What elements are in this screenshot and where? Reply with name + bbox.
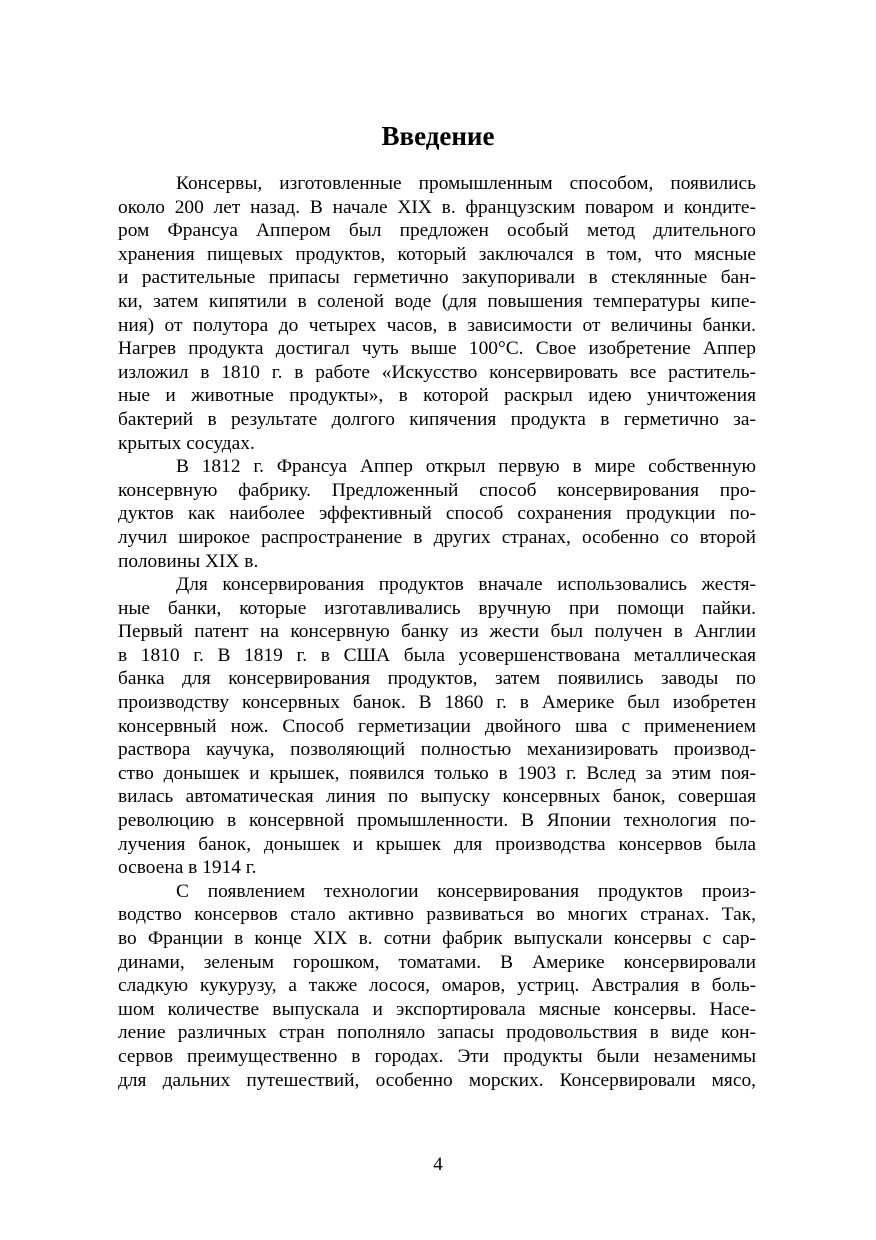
paragraph-line: консервный нож. Способ герметизации двойного шва с применением — [118, 715, 756, 737]
paragraph-line: Для консервирования продуктов вначале использовались жестя- — [176, 574, 756, 596]
paragraph-line: динами, зеленым горошком, томатами. В Америке консервировали — [118, 951, 756, 973]
paragraph-line: сервов преимущественно в городах. Эти продукты были незаменимы — [118, 1045, 756, 1067]
paragraph-line: дуктов как наиболее эффективный способ сохранения продукции по- — [118, 503, 756, 525]
paragraph-line: и растительные припасы герметично закупоривали в стеклянные бан- — [118, 267, 756, 289]
paragraph-line: Первый патент на консервную банку из жести был получен в Англии — [118, 621, 756, 643]
paragraph-line: в 1810 г. В 1819 г. в США была усовершенствована металлическая — [118, 644, 756, 666]
paragraph — [118, 880, 756, 1092]
paragraph-line: ление различных стран пополняло запасы продовольствия в виде кон- — [118, 1022, 756, 1044]
page-number: 4 — [433, 1154, 443, 1175]
paragraph-line: раствора каучука, позволяющий полностью механизировать производ- — [118, 739, 756, 761]
body-text — [118, 172, 756, 1092]
paragraph-line: производству консервных банок. В 1860 г. в Америке был изобретен — [118, 692, 756, 714]
paragraph-line: около 200 лет назад. В начале XIX в. французским поваром и кондите- — [118, 196, 756, 218]
paragraph-line: хранения пищевых продуктов, который заключался в том, что мясные — [118, 243, 756, 265]
paragraph — [118, 573, 756, 880]
paragraph-line: сладкую кукурузу, а также лосося, омаров, устриц. Австралия в боль- — [118, 975, 756, 997]
paragraph-line: Консервы, изготовленные промышленным способом, появились — [176, 173, 756, 194]
paragraph-line: лучения банок, донышек и крышек для производства консервов была — [118, 833, 756, 855]
page-title: Введение — [381, 121, 495, 151]
paragraph-line: крытых сосудах. — [118, 432, 255, 454]
paragraph-line: во Франции в конце XIX в. сотни фабрик выпускали консервы с сар- — [118, 928, 756, 949]
paragraph-line: половины XIX в. — [118, 550, 259, 572]
paragraph-line: банка для консервирования продуктов, затем появились заводы по — [118, 668, 756, 690]
paragraph-line: бактерий в результате долгого кипячения продукта в герметично за- — [118, 408, 756, 430]
paragraph-line: консервную фабрику. Предложенный способ консервирования про- — [118, 479, 756, 501]
paragraph-line: вилась автоматическая линия по выпуску консервных банок, совершая — [118, 786, 756, 808]
paragraph-line: шом количестве выпускала и экспортировала мясные консервы. Насе- — [118, 998, 756, 1020]
paragraph-line: ния) от полутора до четырех часов, в зависимости от величины банки. — [118, 314, 756, 336]
paragraph-line: С появлением технологии консервирования продуктов произ- — [176, 880, 756, 902]
paragraph — [118, 455, 756, 573]
paragraph-line: Нагрев продукта достигал чуть выше 100°С. Свое изобретение Аппер — [118, 338, 756, 360]
paragraph-line: освоена в 1914 г. — [118, 857, 257, 879]
paragraph-line: В 1812 г. Франсуа Аппер открыл первую в мире собственную — [176, 456, 756, 478]
paragraph-line: революцию в консервной промышленности. В Японии технология по- — [118, 810, 756, 832]
paragraph-line: для дальних путешествий, особенно морских. Консервировали мясо, — [118, 1069, 756, 1091]
paragraph-line: ство донышек и крышек, появился только в 1903 г. Вслед за этим поя- — [118, 762, 756, 784]
paragraph-line: ром Франсуа Аппером был предложен особый метод длительного — [118, 220, 756, 242]
paragraph-line: лучил широкое распространение в других странах, особенно со второй — [118, 526, 756, 548]
paragraph-line: ки, затем кипятили в соленой воде (для повышения температуры кипе- — [118, 290, 756, 312]
paragraph-line: водство консервов стало активно развиваться во многих странах. Так, — [118, 904, 756, 926]
paragraph-line: ные и животные продукты», в которой раскрыл идею уничтожения — [118, 385, 756, 407]
paragraph-line: изложил в 1810 г. в работе «Искусство консервировать все раститель- — [118, 361, 756, 383]
paragraph-line: ные банки, которые изготавливались вручную при помощи пайки. — [118, 597, 756, 619]
paragraph — [118, 172, 756, 455]
